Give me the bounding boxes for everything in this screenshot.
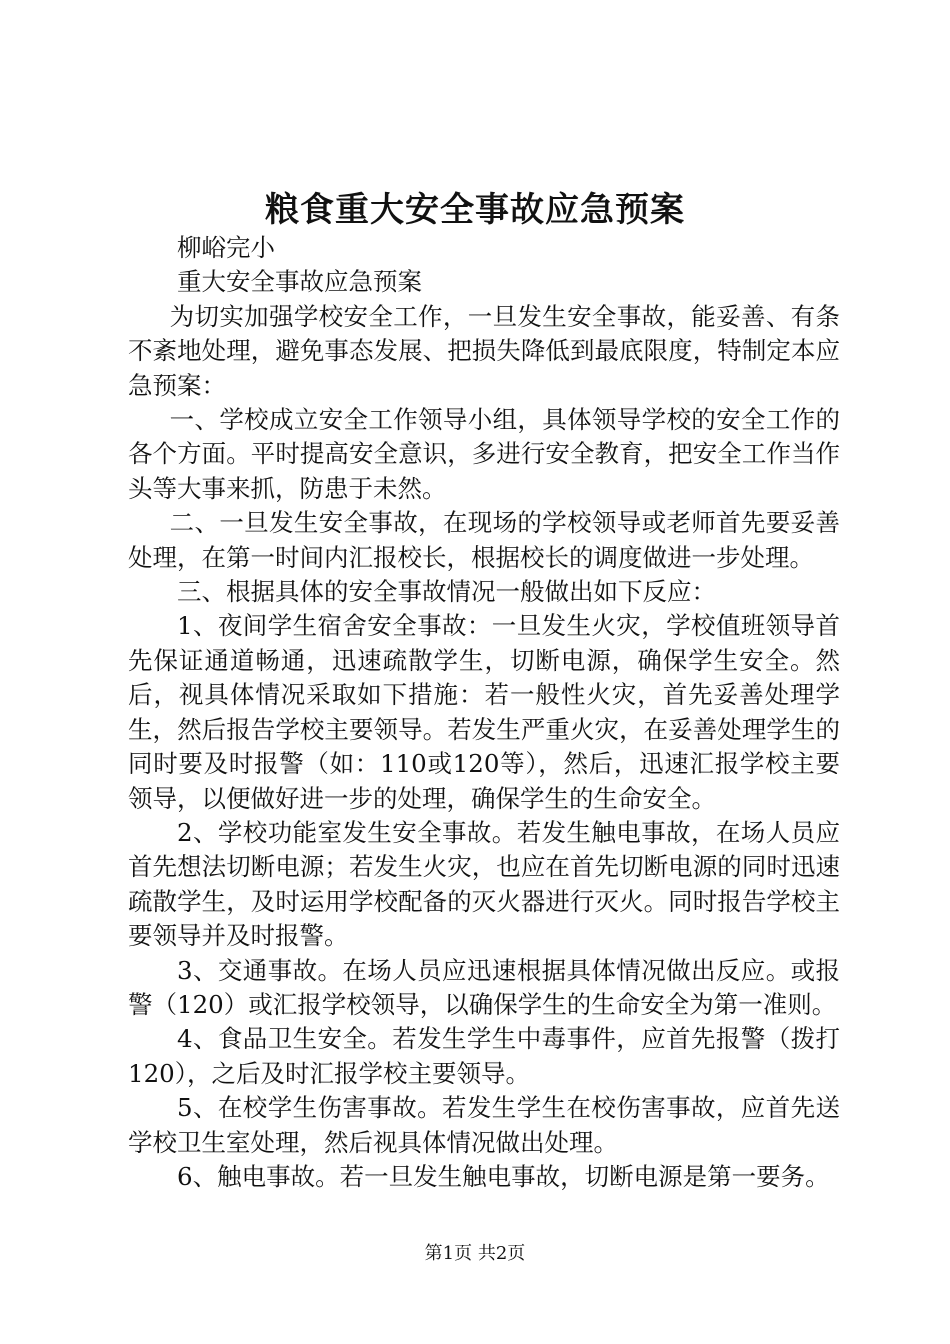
item-four-paragraph: 4、食品卫生安全。若发生学生中毒事件，应首先报警（拨打120），之后及时汇报学校主要领导。 — [128, 1024, 840, 1088]
section-two-paragraph: 二、一旦发生安全事故，在现场的学校领导或老师首先要妥善处理，在第一时间内汇报校长，根据校长的调度做进一步处理。 — [128, 508, 840, 572]
school-name-paragraph: 柳峪完小 — [177, 233, 275, 262]
item-one-paragraph: 1、夜间学生宿舍安全事故：一旦发生火灾，学校值班领导首先保证通道畅通，迅速疏散学生，切断电源，确保学生安全。然后，视具体情况采取如下措施：若一般性火灾，首先妥善处理学生，然后报告学校主要领导。若发生严重火灾，在妥善处理学生的同时要及时报警（如：110或120等），然后，迅速汇报学校主要领导，以便做好进一步的处理，确保学生的生命安全。 — [128, 611, 840, 813]
intro-paragraph: 为切实加强学校安全工作，一旦发生安全事故，能妥善、有条不紊地处理，避免事态发展、把损失降低到最底限度，特制定本应急预案： — [128, 301, 840, 400]
item-six-paragraph: 6、触电事故。若一旦发生触电事故，切断电源是第一要务。 — [177, 1161, 830, 1191]
section-three-paragraph: 三、根据具体的安全事故情况一般做出如下反应： — [177, 577, 716, 607]
document-title: 粮食重大安全事故应急预案 — [265, 190, 685, 230]
item-two-paragraph: 2、学校功能室发生安全事故。若发生触电事故，在场人员应首先想法切断电源；若发生火灾，也应在首先切断电源的同时迅速疏散学生，及时运用学校配备的灭火器进行灭火。同时报告学校主要领导并及时报警。 — [128, 817, 840, 951]
section-one-paragraph: 一、学校成立安全工作领导小组，具体领导学校的安全工作的各个方面。平时提高安全意识，多进行安全教育，把安全工作当作头等大事来抓，防患于未然。 — [128, 405, 840, 503]
document-body — [128, 231, 840, 1194]
item-five-paragraph: 5、在校学生伤害事故。若发生学生在校伤害事故，应首先送学校卫生室处理，然后视具体情况做出处理。 — [128, 1093, 840, 1157]
plan-subtitle-paragraph: 重大安全事故应急预案 — [177, 267, 422, 297]
page-number-footer: 第1页 共2页 — [424, 1243, 526, 1264]
item-three-paragraph: 3、交通事故。在场人员应迅速根据具体情况做出反应。或报警（120）或汇报学校领导，以确保学生的生命安全为第一准则。 — [128, 955, 840, 1019]
